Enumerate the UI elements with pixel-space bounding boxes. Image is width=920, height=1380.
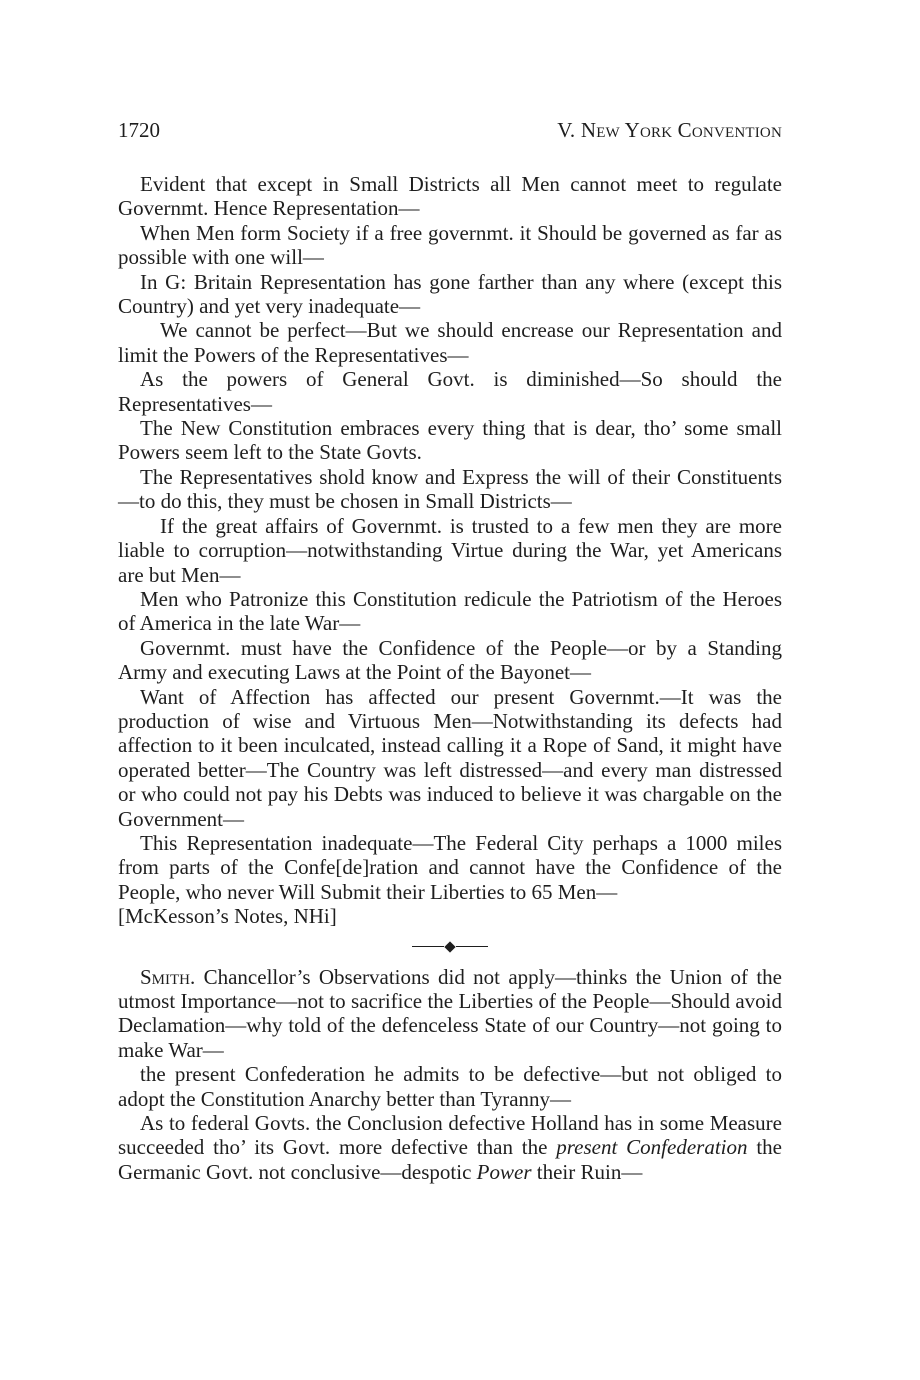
paragraph (118, 965, 782, 1063)
smith-notes (118, 965, 782, 1185)
divider-rule-right (456, 946, 488, 948)
italic-text: Power (476, 1159, 532, 1184)
paragraph: In G: Britain Representation has gone farther than any where (except this Country) and yet very inadequate— (118, 269, 782, 319)
paragraph: If the great affairs of Governmt. is trusted to a few men they are more liable to corruption—notwithstanding Virtue during the War, yet Americans are but Men— (118, 513, 782, 587)
speaker-name: Smith (140, 964, 191, 989)
divider-rule-left (412, 946, 444, 948)
page-number: 1720 (118, 118, 160, 142)
section-name: New York Convention (580, 118, 782, 142)
running-head (118, 118, 782, 142)
paragraph-text: . Chancellor’s Observations did not apply—thinks the Union of the utmost Importance—not to sacrifice the Liberties of the People—Should avoid Declamation—why told of the defenceless State of our Country—not going to make War— (118, 964, 782, 1062)
paragraph: the present Confederation he admits to be defective—but not obliged to adopt the Constitution Anarchy better than Tyranny— (118, 1062, 782, 1111)
italic-text: present Confederation (556, 1135, 748, 1160)
paragraph: Evident that except in Small Districts all Men cannot meet to regulate Governmt. Hence Representation— (118, 172, 782, 221)
section-prefix: V. (557, 118, 576, 142)
section-divider (118, 935, 782, 959)
source-note: [McKesson’s Notes, NHi] (118, 904, 337, 929)
paragraph: The New Constitution embraces every thing that is dear, tho’ some small Powers seem left to the State Govts. (118, 416, 782, 465)
paragraph-text: As to federal Govts. the Conclusion defective Holland has in some Measure succeeded tho’ its Govt. more defective than the (118, 1111, 782, 1160)
paragraph: We cannot be perfect—But we should encrease our Representation and limit the Powers of the Representatives— (118, 318, 782, 367)
section-title (557, 118, 782, 142)
paragraph: As the powers of General Govt. is diminished—So should the Representatives— (118, 367, 782, 416)
paragraph: This Representation inadequate—The Federal City perhaps a 1000 miles from parts of the Confe[de]ration and cannot have the Confidence of the People, who never Will Submit their Liberties to 65 Men— (118, 830, 782, 904)
paragraph: Governmt. must have the Confidence of the People—or by a Standing Army and executing Laws at the Point of the Bayonet— (118, 635, 782, 685)
paragraph-text: the Germanic Govt. not conclusive—despotic (118, 1135, 782, 1184)
document-page (118, 118, 782, 1184)
diamond-ornament-icon (444, 941, 455, 952)
paragraph-text: their Ruin— (531, 1159, 643, 1184)
mckesson-notes (118, 172, 782, 929)
paragraph: The Representatives shold know and Express the will of their Constituents—to do this, they must be chosen in Small Districts— (118, 464, 782, 514)
paragraph (118, 1111, 782, 1184)
paragraph: Want of Affection has affected our present Governmt.—It was the production of wise and Virtuous Men—Notwithstanding its defects had affection to it been inculcated, instead calling it a Rope of Sand, it might have operated better—The Country was left distressed—and every man distressed or who could not pay his Debts was induced to believe it was chargable on the Government— (118, 684, 782, 831)
paragraph: When Men form Society if a free governmt. it Should be governed as far as possible with one will— (118, 220, 782, 270)
paragraph: Men who Patronize this Constitution redicule the Patriotism of the Heroes of America in the late War— (118, 586, 782, 636)
